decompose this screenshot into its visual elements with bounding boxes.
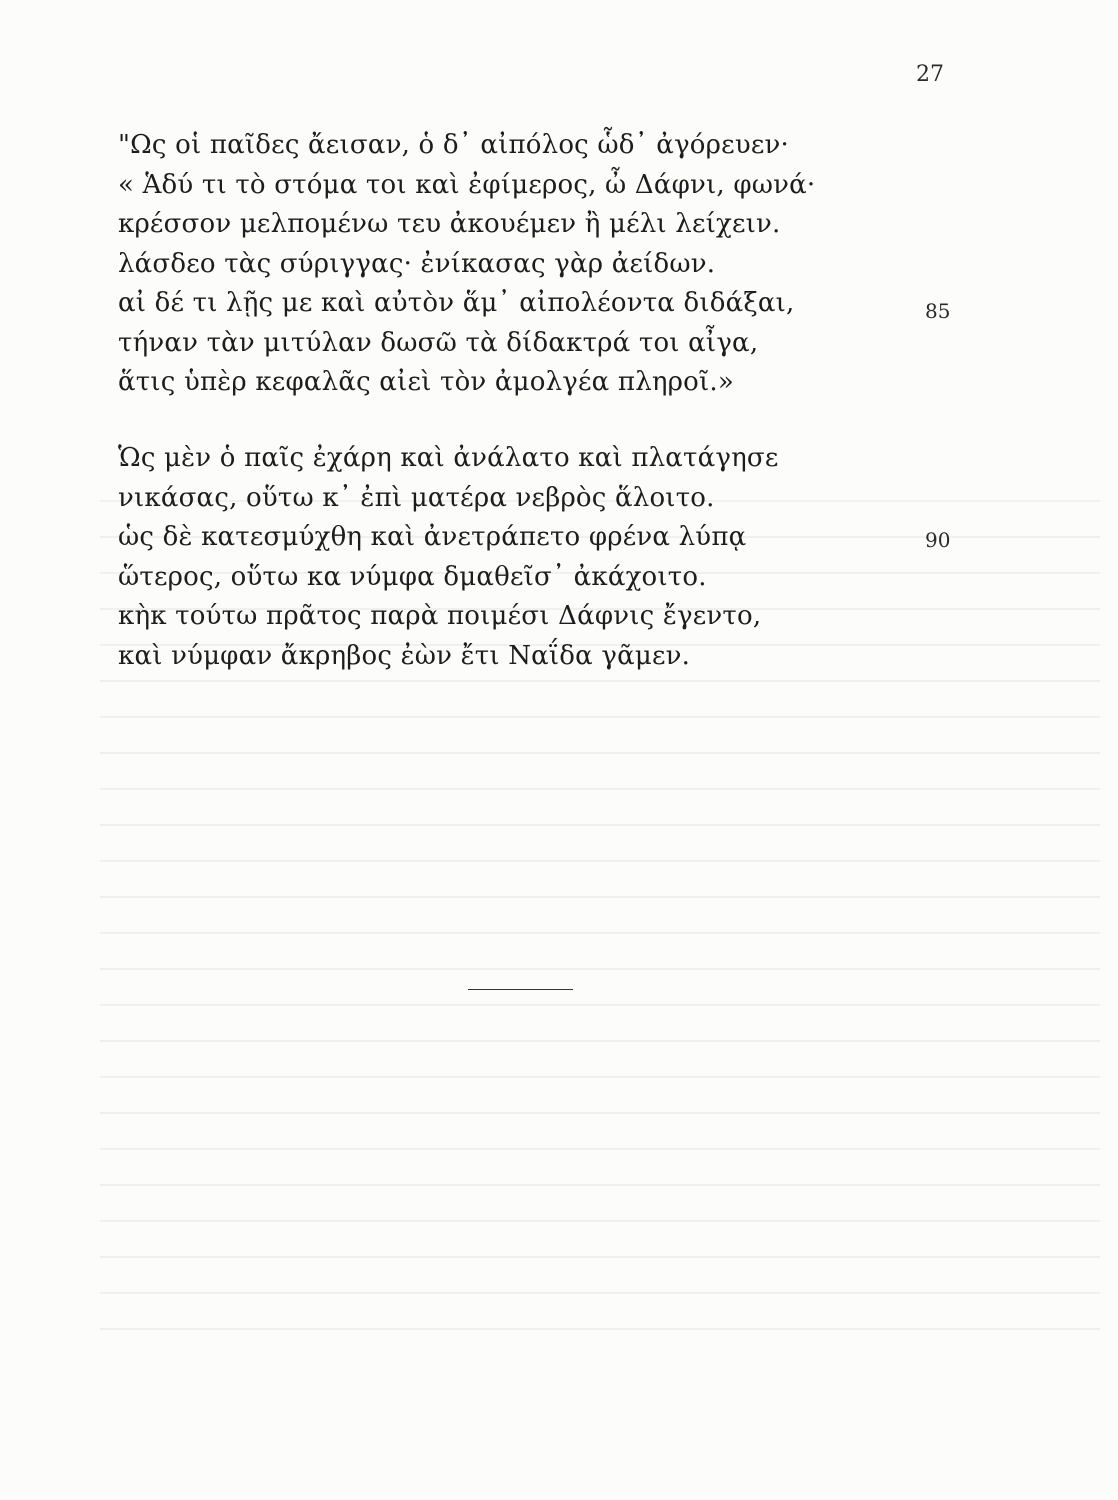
verse-line: « Ἁδύ τι τὸ στόμα τοι καὶ ἐφίμερος, ὦ Δάφνι, φωνά·	[118, 169, 816, 200]
verse-line: ὡς δὲ κατεσμύχθη καὶ ἀνετράπετο φρένα λύπᾳ	[118, 522, 747, 552]
verse-line: καὶ νύμφαν ἄκρηβος ἐὼν ἔτι Ναΐδα γᾶμεν.	[118, 640, 691, 671]
verse-line: νικάσας, οὕτω κ᾽ ἐπὶ ματέρα νεβρὸς ἅλοιτο.	[118, 482, 715, 513]
verse-line: ἅτις ὑπὲρ κεφαλᾶς αἰεὶ τὸν ἀμολγέα πληροῖ.»	[118, 367, 734, 397]
stanza	[118, 126, 878, 403]
verse-line: λάσδεο τὰς σύριγγας· ἐνίκασας γὰρ ἀείδων.	[118, 248, 716, 279]
line-number: 90	[925, 528, 951, 552]
verse-line: ὥτερος, οὕτω κα νύμφα δμαθεῖσ᾽ ἀκάχοιτο.	[118, 561, 707, 592]
verse-line: Ὡς μὲν ὁ παῖς ἐχάρη καὶ ἀνάλατο καὶ πλατάγησε	[118, 443, 779, 473]
verse-line: αἰ δέ τι λῇς με καὶ αὐτὸν ἅμ᾽ αἰπολέοντα διδάξαι,	[118, 288, 795, 318]
page-number: 27	[916, 62, 944, 87]
section-divider-rule	[468, 989, 573, 990]
verse-line: "Ως οἱ παῖδες ἄεισαν, ὁ δ᾽ αἰπόλος ὧδ᾽ ἀγόρευεν·	[118, 130, 789, 160]
verse-line: τήναν τὰν μιτύλαν δωσῶ τὰ δίδακτρά τοι αἶγα,	[118, 327, 759, 358]
verse-line: κὴκ τούτω πρᾶτος παρὰ ποιμέσι Δάφνις ἔγεντο,	[118, 601, 762, 631]
stanza	[118, 439, 878, 676]
verse-line: κρέσσον μελπομένω τευ ἀκουέμεν ἢ μέλι λείχειν.	[118, 209, 781, 239]
line-number: 85	[925, 299, 951, 323]
